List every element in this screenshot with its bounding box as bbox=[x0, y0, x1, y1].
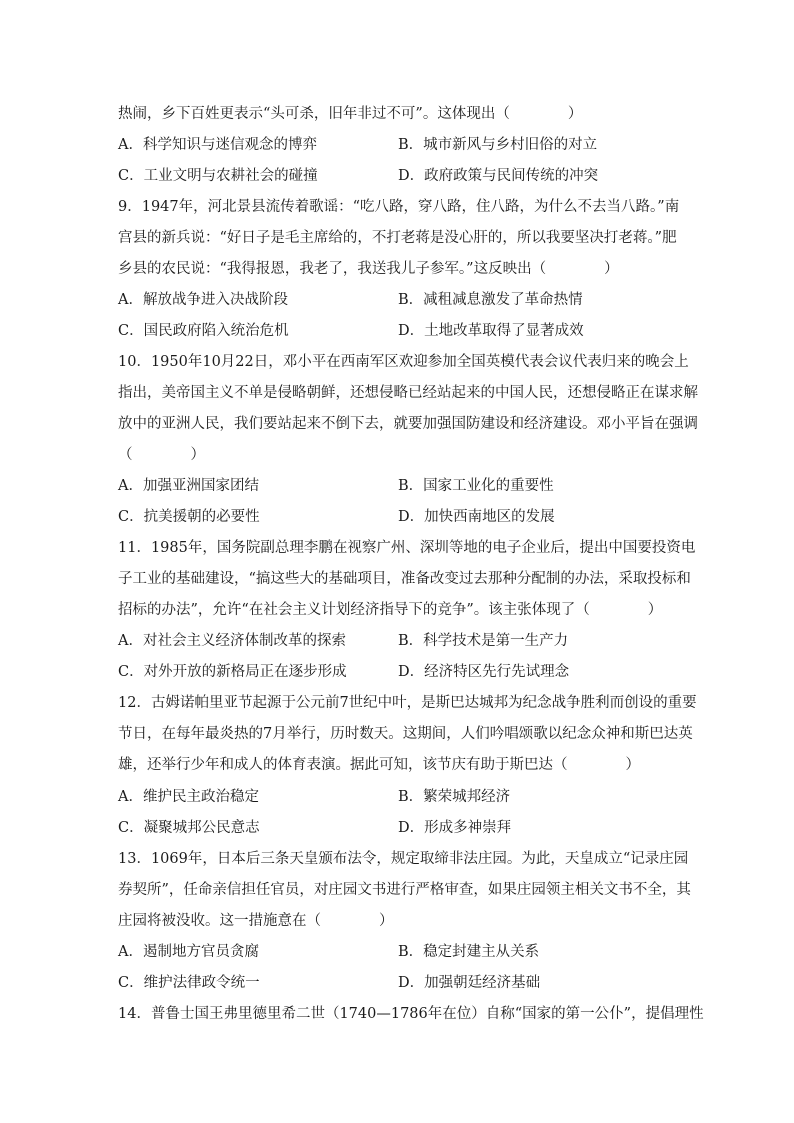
q10-stem-line-4: （ ） bbox=[118, 447, 205, 463]
q8-option-a: A．科学知识与迷信观念的博弈 bbox=[118, 137, 317, 153]
q9-option-a: A．解放战争进入决战阶段 bbox=[118, 292, 288, 308]
q12-stem-line-2: 节日，在每年最炎热的7月举行，历时数天。这期间，人们吟唱颂歌以纪念众神和斯巴达英 bbox=[118, 726, 693, 742]
q13-stem-line-1: 13．1069年，日本后三条天皇颁布法令，规定取缔非法庄园。为此，天皇成立“记录庄园 bbox=[118, 851, 689, 867]
q11-stem-line-3: 招标的办法”，允许“在社会主义计划经济指导下的竞争”。该主张体现了（ ） bbox=[118, 602, 663, 618]
q11-option-c: C．对外开放的新格局正在逐步形成 bbox=[118, 664, 347, 680]
q10-stem-line-2: 指出，美帝国主义不单是侵略朝鲜，还想侵略已经站起来的中国人民，还想侵略正在谋求解 bbox=[118, 385, 698, 401]
q10-stem-line-1: 10．1950年10月22日，邓小平在西南军区欢迎参加全国英模代表会议代表归来的晚会上 bbox=[118, 354, 689, 370]
q8-option-d: D．政府政策与民间传统的冲突 bbox=[398, 168, 599, 184]
q12-option-c: C．凝聚城邦公民意志 bbox=[118, 820, 260, 836]
q13-stem-line-3: 庄园将被没收。这一措施意在（ ） bbox=[118, 913, 394, 929]
q9-stem-line-1: 9．1947年，河北景县流传着歌谣：“吃八路，穿八路，住八路，为什么不去当八路。”南 bbox=[118, 199, 680, 215]
q13-option-a: A．遏制地方官员贪腐 bbox=[118, 944, 259, 960]
q12-stem-line-1: 12．古姆诺帕里亚节起源于公元前7世纪中叶，是斯巴达城邦为纪念战争胜利而创设的重要 bbox=[118, 695, 697, 711]
q9-option-b: B．减租减息激发了革命热情 bbox=[398, 292, 583, 308]
q13-option-c: C．维护法律政令统一 bbox=[118, 975, 260, 991]
q9-stem-line-2: 宫县的新兵说：“好日子是毛主席给的，不打老蒋是没心肝的，所以我要坚决打老蒋。”肥 bbox=[118, 230, 677, 246]
q9-option-d: D．土地改革取得了显著成效 bbox=[398, 323, 584, 339]
q9-stem-line-3: 乡县的农民说：“我得报恩，我老了，我送我儿子参军。”这反映出（ ） bbox=[118, 261, 619, 277]
q10-option-c: C．抗美援朝的必要性 bbox=[118, 509, 260, 525]
q10-option-a: A．加强亚洲国家团结 bbox=[118, 478, 259, 494]
q12-option-a: A．维护民主政治稳定 bbox=[118, 789, 259, 805]
q11-option-b: B．科学技术是第一生产力 bbox=[398, 633, 569, 649]
q8-option-c: C．工业文明与农耕社会的碰撞 bbox=[118, 168, 318, 184]
q8-stem-line: 热闹，乡下百姓更表示“头可杀，旧年非过不可”。这体现出（ ） bbox=[118, 106, 583, 122]
q11-option-a: A．对社会主义经济体制改革的探索 bbox=[118, 633, 346, 649]
q9-option-c: C．国民政府陷入统治危机 bbox=[118, 323, 289, 339]
q13-option-b: B．稳定封建主从关系 bbox=[398, 944, 540, 960]
q14-stem-line-1: 14．普鲁士国王弗里德里希二世（1740—1786年在位）自称“国家的第一公仆”，提倡理性 bbox=[118, 1006, 704, 1022]
q12-option-b: B．繁荣城邦经济 bbox=[398, 789, 511, 805]
q10-option-b: B．国家工业化的重要性 bbox=[398, 478, 554, 494]
q11-stem-line-1: 11．1985年，国务院副总理李鹏在视察广州、深圳等地的电子企业后，提出中国要投资电 bbox=[118, 540, 696, 556]
q11-option-d: D．经济特区先行先试理念 bbox=[398, 664, 570, 680]
q13-option-d: D．加强朝廷经济基础 bbox=[398, 975, 541, 991]
q10-option-d: D．加快西南地区的发展 bbox=[398, 509, 555, 525]
q12-stem-line-3: 雄，还举行少年和成人的体育表演。据此可知，该节庆有助于斯巴达（ ） bbox=[118, 757, 640, 773]
q8-option-b: B．城市新风与乡村旧俗的对立 bbox=[398, 137, 598, 153]
q11-stem-line-2: 子工业的基础建设，“搞这些大的基础项目，准备改变过去那种分配制的办法，采取投标和 bbox=[118, 571, 691, 587]
q13-stem-line-2: 券契所”，任命亲信担任官员，对庄园文书进行严格审查，如果庄园领主相关文书不全，其 bbox=[118, 882, 691, 898]
q12-option-d: D．形成多神崇拜 bbox=[398, 820, 512, 836]
q10-stem-line-3: 放中的亚洲人民，我们要站起来不倒下去，就要加强国防建设和经济建设。邓小平旨在强调 bbox=[118, 416, 698, 432]
